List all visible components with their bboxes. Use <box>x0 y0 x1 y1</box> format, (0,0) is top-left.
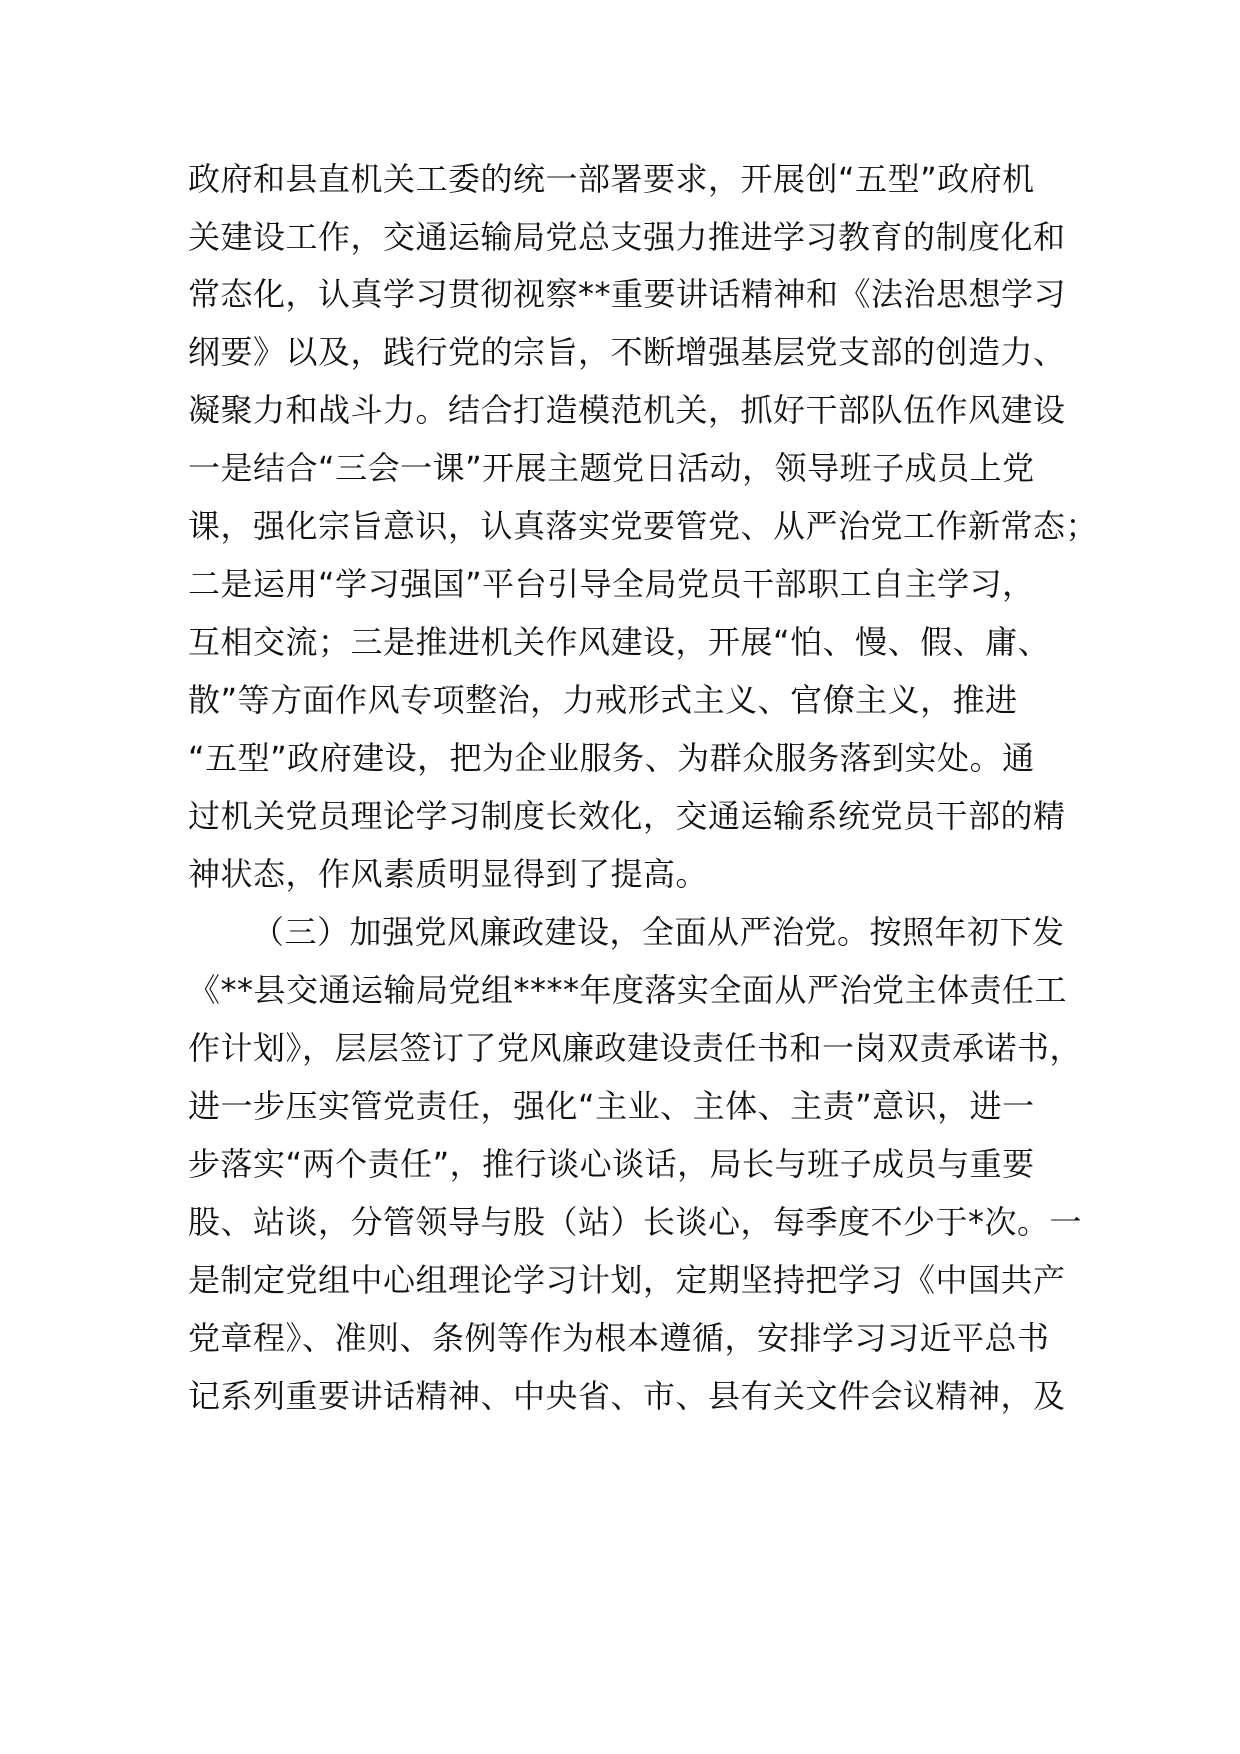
text-line: 常态化，认真学习贯彻视察**重要讲话精神和《法治思想学习 <box>188 275 1067 313</box>
text-line: 过机关党员理论学习制度长效化，交通运输系统党员干部的精 <box>188 797 1066 835</box>
text-line: 是制定党组中心组理论学习计划，定期坚持把学习《中国共产 <box>188 1261 1066 1299</box>
text-line: 关建设工作，交通运输局党总支强力推进学习教育的制度化和 <box>188 218 1066 256</box>
text-line: 《**县交通运输局党组****年度落实全面从严治党主体责任工 <box>188 971 1068 1009</box>
text-line: 政府和县直机关工委的统一部署要求，开展创“五型”政府机 <box>188 160 1035 198</box>
text-line: 二是运用“学习强国”平台引导全局党员干部职工自主学习， <box>188 565 1035 603</box>
text-line: 纲要》以及，践行党的宗旨，不断增强基层党支部的创造力、 <box>188 333 1066 371</box>
text-line: 神状态，作风素质明显得到了提高。 <box>188 855 709 893</box>
text-line: 股、站谈，分管领导与股（站）长谈心，每季度不少于*次。一 <box>188 1203 1083 1241</box>
text-line: “五型”政府建设，把为企业服务、为群众服务落到实处。通 <box>188 739 1035 777</box>
text-line: 步落实“两个责任”，推行谈心谈话，局长与班子成员与重要 <box>188 1145 1035 1183</box>
text-line: 凝聚力和战斗力。结合打造模范机关，抓好干部队伍作风建设 <box>188 391 1066 429</box>
text-line: 互相交流；三是推进机关作风建设，开展“怕、慢、假、庸、 <box>188 623 1051 661</box>
text-line: 课，强化宗旨意识，认真落实党要管党、从严治党工作新常态； <box>188 507 1099 545</box>
text-line: 进一步压实管党责任，强化“主业、主体、主责”意识，进一 <box>188 1087 1035 1125</box>
section-heading-line: （三）加强党风廉政建设，全面从严治党。按照年初下发 <box>252 913 1065 951</box>
text-line: 记系列重要讲话精神、中央省、市、县有关文件会议精神，及 <box>188 1377 1066 1415</box>
text-line: 散”等方面作风专项整治，力戒形式主义、官僚主义，推进 <box>188 681 1018 719</box>
text-line: 作计划》，层层签订了党风廉政建设责任书和一岗双责承诺书， <box>188 1029 1083 1067</box>
text-line: 党章程》、准则、条例等作为根本遵循，安排学习习近平总书 <box>188 1319 1050 1357</box>
text-line: 一是结合“三会一课”开展主题党日活动，领导班子成员上党 <box>188 449 1035 487</box>
